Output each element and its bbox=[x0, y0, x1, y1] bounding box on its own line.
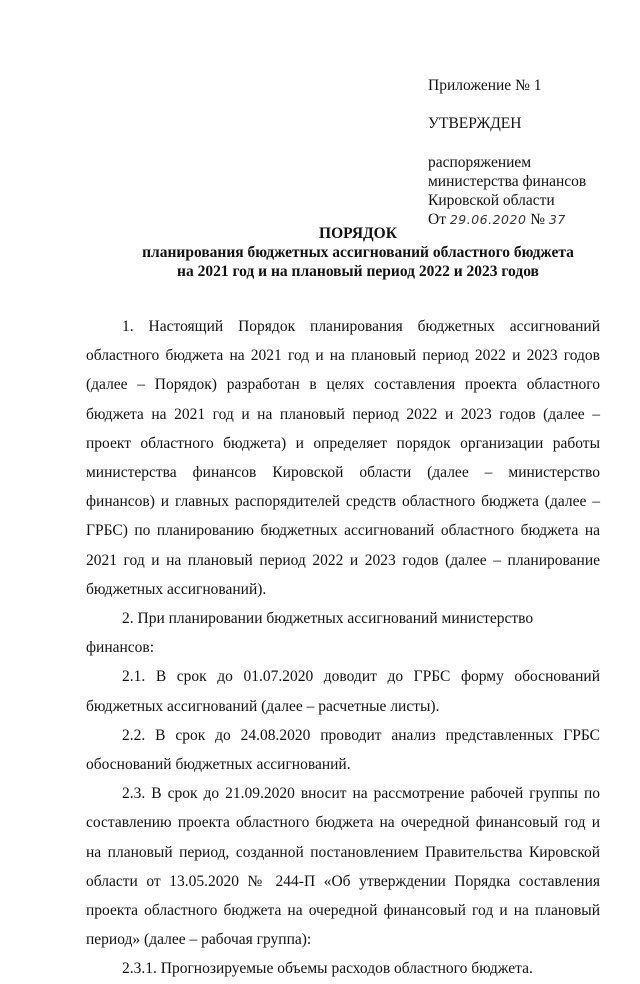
order-line: Кировской области bbox=[428, 192, 555, 209]
paragraph-2-2: 2.2. В срок до 24.08.2020 проводит анализ представленных ГРБС обоснований бюджетных ассигнований. bbox=[86, 726, 600, 774]
order-line: распоряжением bbox=[428, 154, 532, 171]
order-line: министерства финансов bbox=[428, 173, 587, 190]
handwritten-number: 37 bbox=[548, 212, 566, 227]
approved-label: УТВЕРЖДЕН bbox=[428, 115, 522, 132]
paragraph-2: 2. При планировании бюджетных ассигнований министерство финансов: bbox=[86, 610, 534, 657]
paragraph-1: 1. Настоящий Порядок планирования бюджетных ассигнований областного бюджета на 2021 год и на плановый период 2022 и 2023 годов (далее – Порядок) разработан в целях составления проекта областного бюджета на 2021 год и на плановый период 2022 и 2023 годов (далее – проект областного бюджета) и определяет порядок организации работы министерства финансов Кировской области (далее – министерство финансов) и главных распорядителей средств областного бюджета (далее – ГРБС) по планированию бюджетных ассигнований областного бюджета на 2021 год и на плановый период 2022 и 2023 годов (далее – планирование бюджетных ассигнований). bbox=[86, 318, 600, 598]
paragraph-2-3-1: 2.3.1. Прогнозируемые объемы расходов областного бюджета. bbox=[122, 960, 533, 978]
paragraph-2-1: 2.1. В срок до 01.07.2020 доводит до ГРБС форму обоснований бюджетных ассигнований (далее – расчетные листы). bbox=[86, 668, 600, 715]
title-line: на 2021 год и на плановый период 2022 и 2023 годов bbox=[177, 263, 539, 280]
number-prefix: № bbox=[530, 211, 546, 228]
date-prefix: От bbox=[428, 211, 446, 228]
annex-number: Приложение № 1 bbox=[428, 77, 542, 94]
paragraph-2-3: 2.3. В срок до 21.09.2020 вносит на рассмотрение рабочей группы по составлению проекта областного бюджета на очередной финансовый год и на плановый период, созданной постановлением Правительства Кировской области от 13.05.2020 № 244-П «Об утверждении Порядка составления проекта областного бюджета на очередной финансовый год и на плановый период» (далее – рабочая группа): bbox=[86, 785, 600, 949]
approval-stamp bbox=[428, 76, 586, 229]
title-line: ПОРЯДОК bbox=[319, 225, 397, 242]
document-title bbox=[120, 224, 596, 281]
document-body bbox=[86, 312, 600, 984]
order-reference bbox=[428, 153, 586, 229]
title-line: планирования бюджетных ассигнований областного бюджета bbox=[142, 244, 574, 261]
handwritten-date: 29.06.2020 bbox=[449, 212, 527, 227]
